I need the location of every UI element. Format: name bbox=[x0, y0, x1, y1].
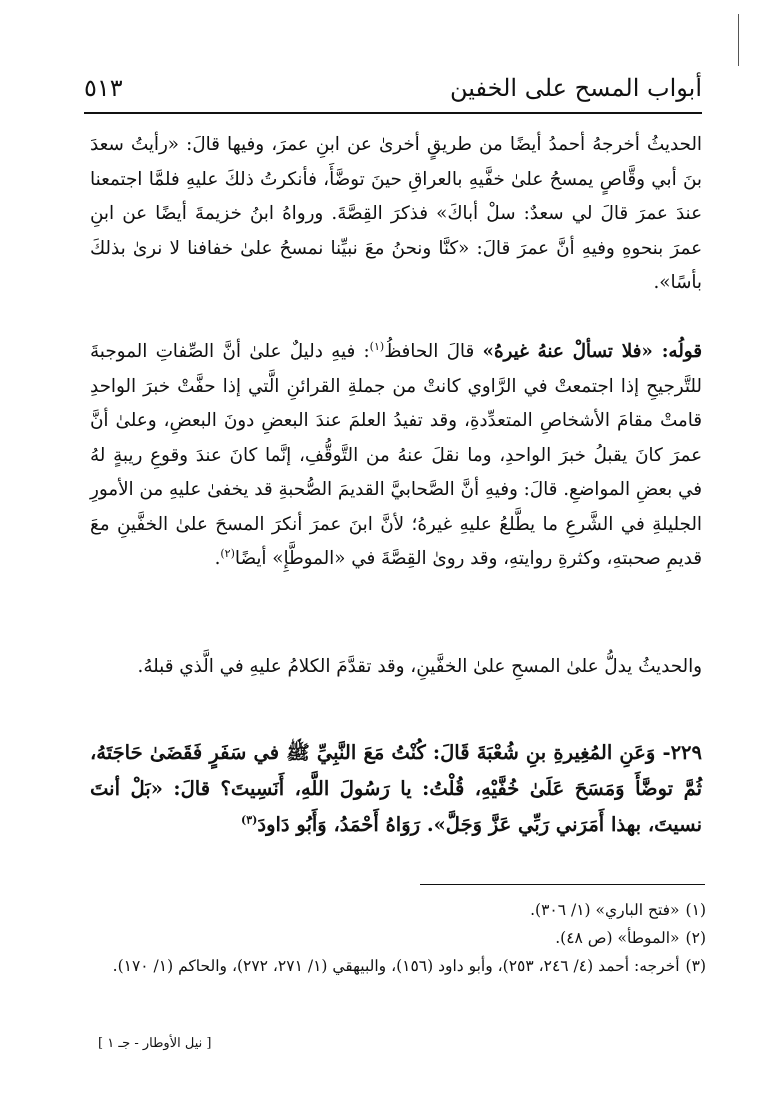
paragraph-hafiz-commentary: قولُه: «فلا تسألْ عنهُ غيرهُ» قالَ الحافظُ$^{(١)}$: فيهِ دليلٌ علىٰ أنَّ الصِّفاتِ الموجبةَ للتَّرجيحِ إذا اجتمعتْ في الرَّاوي كانتْ من جملةِ القرائنِ الَّتي إذا حفَّتْ خبرَ الواحدِ قامتْ مقامَ الأشخاصِ المتعدِّدةِ، وقد تفيدُ العلمَ عندَ البعضِ دونَ البعضِ، وعلىٰ أنَّ عمرَ كانَ يقبلُ خبرَ الواحدِ، وما نقلَ عنهُ من التَّوقُّفِ، إنَّما كانَ عندَ وقوعِ ريبةٍ لهُ في بعضِ المواضعِ. قالَ: وفيهِ أنَّ الصَّحابيَّ القديمَ الصُّحبةِ قد يخفىٰ عليهِ من الأمورِ الجليلةِ في الشَّرعِ ما يطَّلعُ عليهِ غيرهُ؛ لأنَّ ابنَ عمرَ أنكرَ المسحَ علىٰ الخفَّينِ معَ قديمِ صحبتهِ، وكثرةِ روايتهِ، وقد روىٰ القِصَّةَ في «الموطَّإِ» أيضًا$^{(٢)}$. bbox=[90, 339, 702, 569]
paragraph-hadith-commentary: الحديثُ أخرجهُ أحمدُ أيضًا من طريقٍ أخرىٰ عن ابنِ عمرَ، وفيها قالَ: «رأيتُ سعدَ بنَ أبي وقَّاصٍ يمسحُ علىٰ خفَّيهِ بالعراقِ حينَ توضَّأَ، فأنكرتُ ذلكَ عليهِ فلمَّا اجتمعنا عندَ عمرَ قالَ لي سعدٌ: سلْ أباكَ» فذكرَ القِصَّةَ. ورواهُ ابنُ خزيمةَ أيضًا عن ابنِ عمرَ بنحوهِ وفيهِ أنَّ عمرَ قالَ: «كنَّا ونحنُ معَ نبيِّنا نمسحُ علىٰ خفافنا لا نرىٰ بذلكَ بأسًا». bbox=[90, 134, 702, 293]
footnote-item bbox=[90, 896, 706, 924]
footnote-reference: (١) bbox=[369, 339, 385, 353]
running-header bbox=[84, 72, 702, 114]
series-footer: [ نيل الأوطار - جـ ١ ] bbox=[98, 1036, 212, 1051]
paragraph-text: : فيهِ دليلٌ علىٰ أنَّ الصِّفاتِ الموجبةَ للتَّرجيحِ إذا اجتمعتْ في الرَّاوي كانتْ من جملةِ القرائنِ الَّتي إذا حفَّتْ خبرَ الواحدِ قامتْ مقامَ الأشخاصِ المتعدِّدةِ، وقد تفيدُ العلمَ عندَ البعضِ دونَ البعضِ، وعلىٰ أنَّ عمرَ كانَ يقبلُ خبرَ الواحدِ، وما نقلَ عنهُ من التَّوقُّفِ، إنَّما كانَ عندَ وقوعِ ريبةٍ لهُ في بعضِ المواضعِ. قالَ: وفيهِ أنَّ الصَّحابيَّ القديمَ الصُّحبةِ قد يخفىٰ عليهِ من الأمورِ الجليلةِ في الشَّرعِ ما يطَّلعُ عليهِ غيرهُ؛ لأنَّ ابنَ عمرَ أنكرَ المسحَ علىٰ الخفَّينِ معَ قديمِ صحبتهِ، وكثرةِ روايتهِ، وقد روىٰ القِصَّةَ في «الموطَّإِ» أيضًا bbox=[90, 341, 702, 569]
page-number: ٥١٣ bbox=[84, 74, 123, 102]
hadith-body: ٢٢٩- وَعَنِ المُغِيرةِ بنِ شُعْبَةَ قَالَ: كُنْتُ مَعَ النَّبِيِّ ﷺ في سَفَرٍ فَقَضَىٰ حَاجَتَهُ، ثُمَّ توضَّأَ وَمَسَحَ عَلَىٰ خُفَّيْهِ، قُلْتُ: يا رَسُولَ اللَّهِ، أَنَسِيتَ؟ قالَ: «بَلْ أنتَ نسيتَ، بهذا أَمَرَني رَبِّي عَزَّ وَجَلَّ». رَوَاهُ أَحْمَدُ، وَأَبُو دَاودَ bbox=[90, 741, 702, 836]
footnote-marker: (١) bbox=[685, 901, 706, 919]
footnote-marker: (٢) bbox=[685, 929, 706, 947]
paragraph-text: قالَ الحافظُ bbox=[384, 341, 475, 362]
footnote-reference: (٣) bbox=[241, 813, 258, 827]
footnote-text: «فتح الباري» (١/ ٣٠٦). bbox=[530, 901, 680, 919]
footnote-list bbox=[90, 896, 706, 980]
hadith-text bbox=[90, 735, 702, 843]
footnote-divider bbox=[420, 884, 705, 885]
paragraph-conclusion: والحديثُ يدلُّ علىٰ المسحِ علىٰ الخفَّينِ، وقد تقدَّمَ الكلامُ عليهِ في الَّذي قبلهُ. bbox=[137, 656, 702, 677]
lemma-lead: قولُه: «فلا تسألْ عنهُ غيرهُ» bbox=[482, 341, 702, 362]
footnote-reference: (٢) bbox=[220, 546, 235, 560]
footnote-item bbox=[90, 952, 706, 980]
footnote-marker: (٣) bbox=[685, 957, 706, 975]
footnote-item bbox=[90, 924, 706, 952]
footnote-text: «الموطأ» (ص ٤٨). bbox=[555, 929, 680, 947]
chapter-title: أبواب المسح على الخفين bbox=[449, 74, 702, 102]
page-edge-mark bbox=[738, 14, 739, 66]
footnote-text: أخرجه: أحمد (٤/ ٢٤٦، ٢٥٣)، وأبو داود (١٥٦)، والبيهقي (١/ ٢٧١، ٢٧٢)، والحاكم (١/ ١٧٠). bbox=[112, 957, 680, 975]
